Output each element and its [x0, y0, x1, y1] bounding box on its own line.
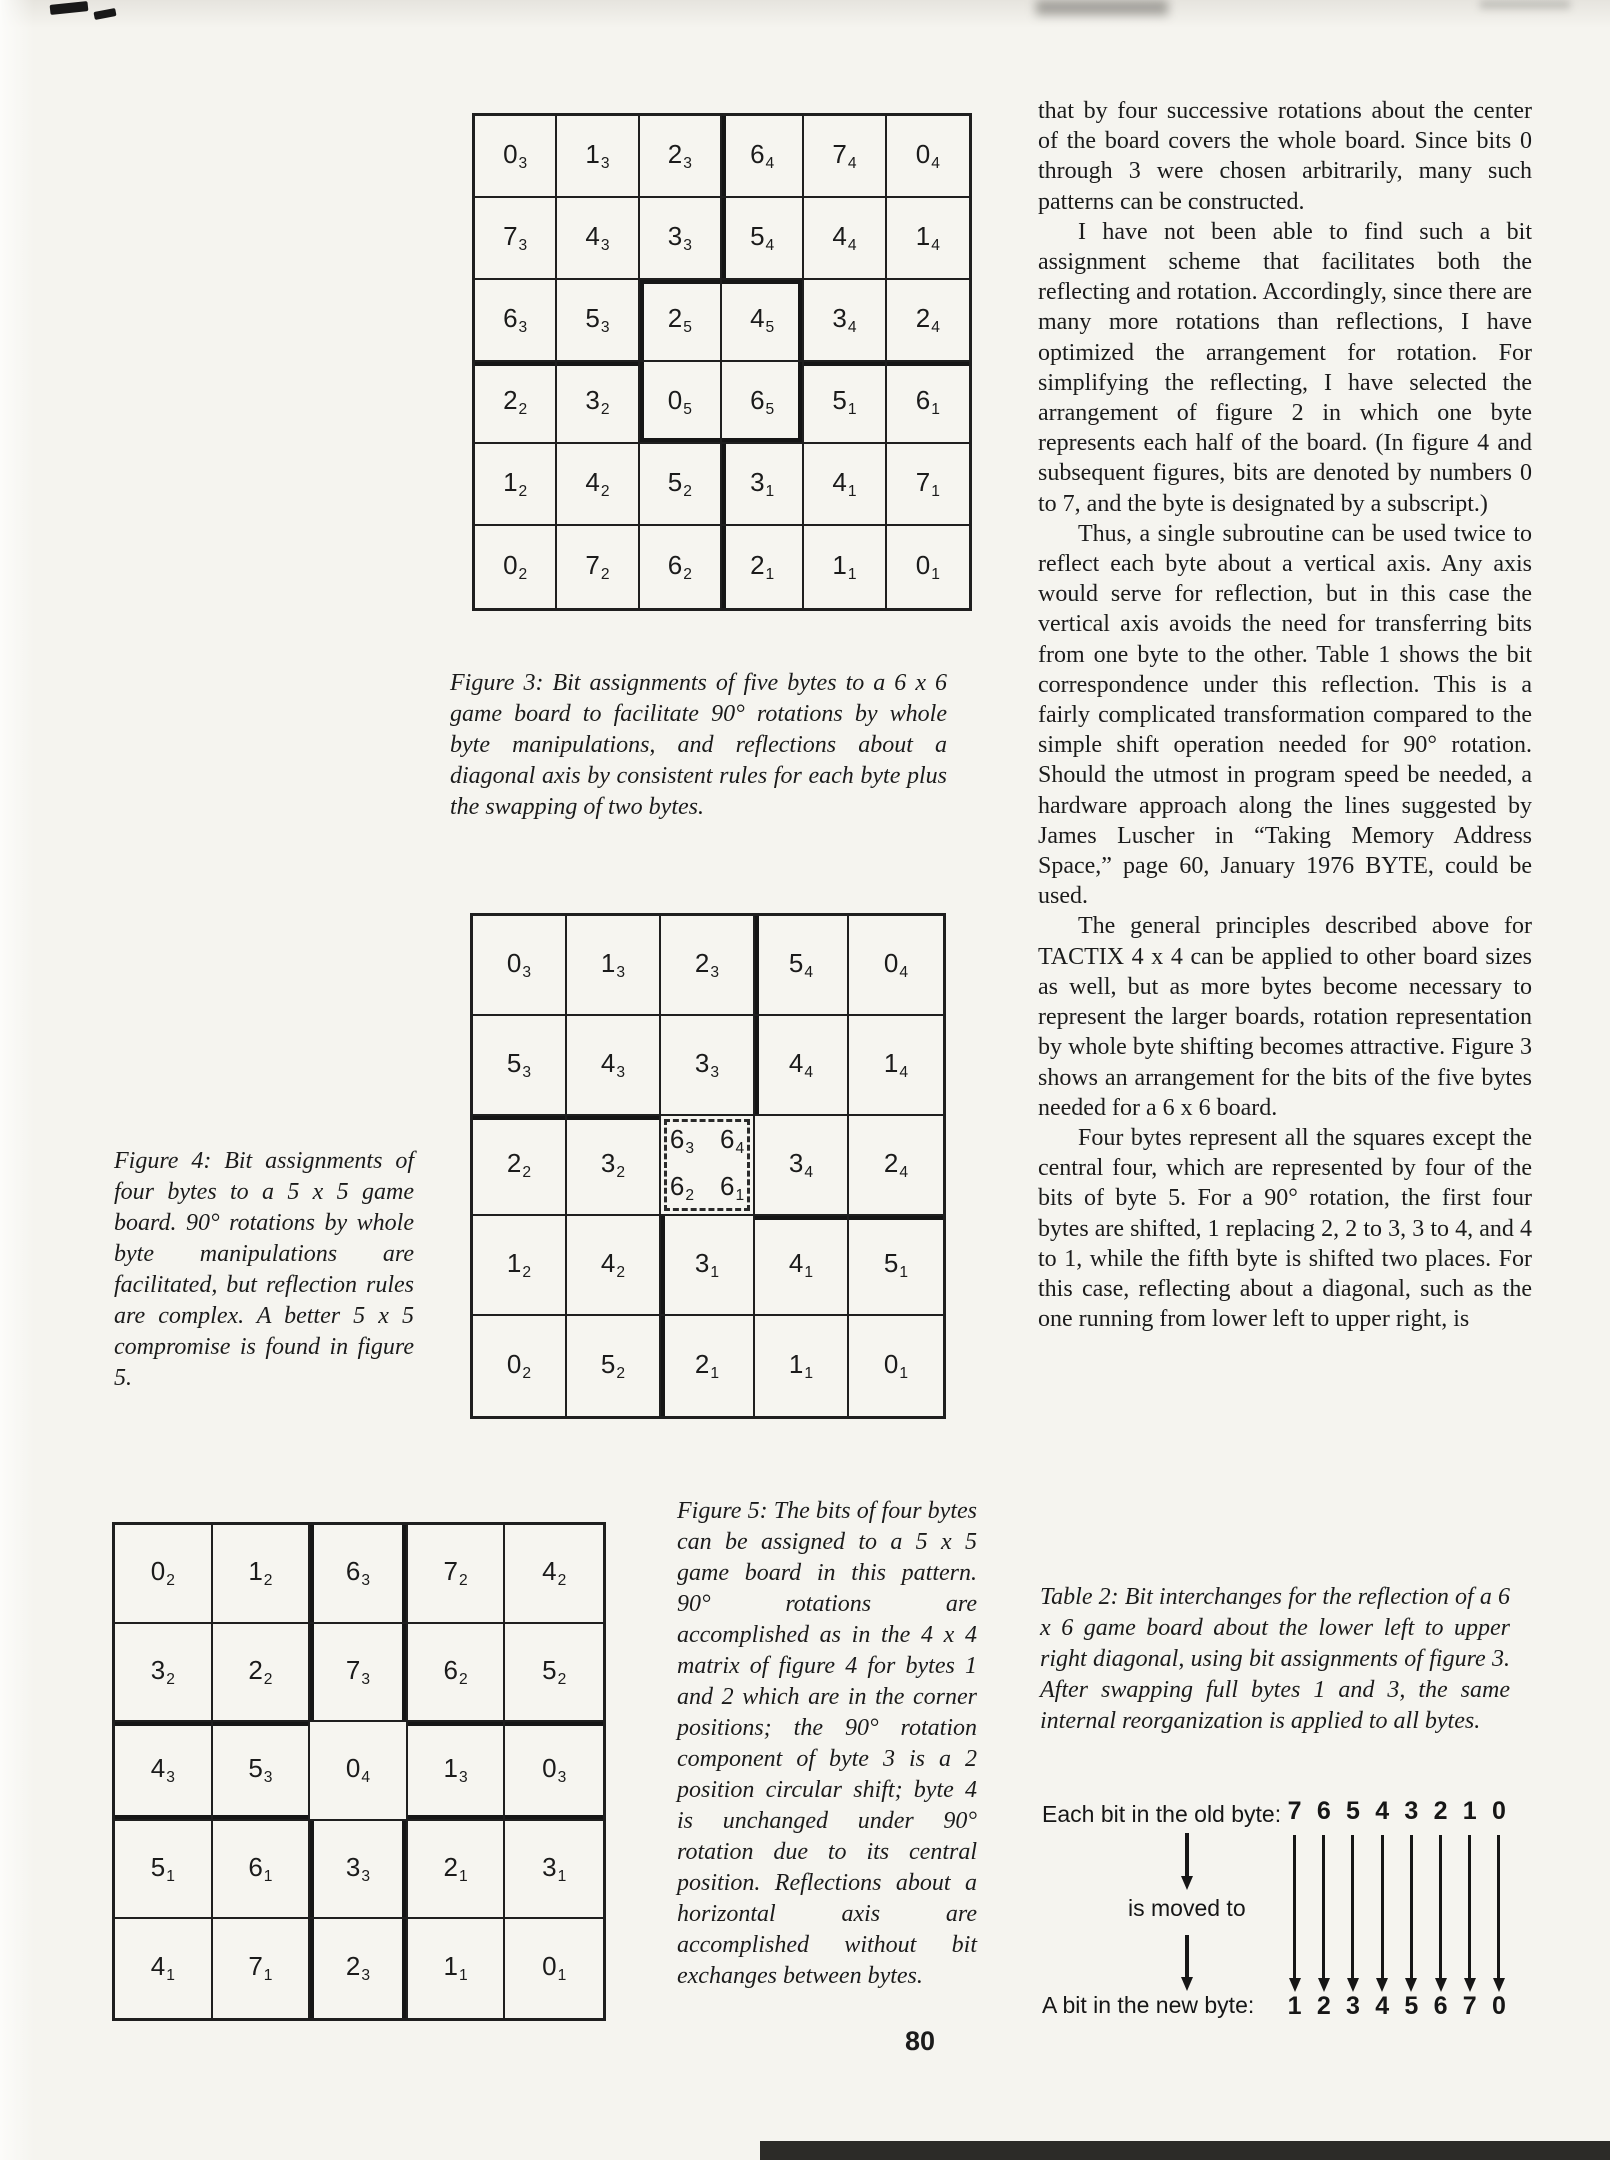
bit-label: $0_5$	[667, 384, 692, 418]
grid-cell	[557, 444, 639, 526]
bit-label: $0_2$	[503, 549, 528, 583]
grid-cell	[505, 1722, 603, 1821]
bit-label: $5_3$	[248, 1753, 273, 1787]
grid-cell	[557, 198, 639, 280]
grid-cell	[804, 280, 886, 362]
down-arrow-icon	[1439, 1835, 1442, 1978]
grid-cell	[408, 1525, 506, 1624]
grid-cell	[408, 1919, 506, 2018]
grid-cell	[310, 1624, 408, 1723]
scan-artifact	[1036, 0, 1168, 15]
grid-cell	[473, 1316, 567, 1416]
grid-cell	[722, 116, 804, 198]
old-byte-label: Each bit in the old byte:	[1042, 1801, 1282, 1827]
bit-digit: 6	[1433, 1992, 1448, 2020]
grid-cell	[213, 1821, 311, 1920]
grid-cell	[755, 1216, 849, 1316]
bit-label: $2_3$	[667, 138, 692, 172]
grid-cell	[310, 1821, 408, 1920]
grid-cell	[661, 1016, 755, 1116]
grid-cell	[661, 1116, 755, 1216]
grid-cell	[804, 198, 886, 280]
grid-cell	[849, 1016, 943, 1116]
grid-cell	[804, 526, 886, 608]
bit-label: $0_1$	[542, 1951, 567, 1985]
grid-cell	[849, 1116, 943, 1216]
grid-cell	[213, 1722, 311, 1821]
bit-label: $3_1$	[694, 1247, 720, 1281]
bit-label: $7_4$	[832, 138, 857, 172]
grid-cell	[640, 362, 722, 444]
grid-cell	[640, 526, 722, 608]
bit-label: $4_1$	[788, 1247, 814, 1281]
bit-label: $2_4$	[915, 302, 940, 336]
bit-label: $4_3$	[600, 1047, 626, 1081]
bit-digit: 6	[1316, 1797, 1331, 1825]
bit-label: $4_3$	[585, 220, 610, 254]
down-arrow-icon	[1185, 1935, 1189, 1977]
bit-label: $6_3$	[503, 302, 528, 336]
bit-label: $6_4$	[750, 138, 775, 172]
bit-label: $5_4$	[788, 947, 814, 981]
grid-cell	[755, 1316, 849, 1416]
bit-label: $0_4$	[345, 1753, 371, 1787]
grid-cell	[115, 1624, 213, 1723]
bit-label: $0_2$	[506, 1348, 532, 1382]
grid-cell	[557, 526, 639, 608]
moved-to-label: is moved to	[1128, 1895, 1246, 1921]
bit-label: $6_3$	[669, 1124, 694, 1158]
bit-label: $6_1$	[915, 384, 940, 418]
bit-label: $4_1$	[832, 466, 857, 500]
down-arrow-icon	[1497, 1835, 1500, 1978]
bit-label: $7_3$	[503, 220, 528, 254]
grid-cell	[505, 1919, 603, 2018]
bit-label: $5_1$	[832, 384, 857, 418]
bit-label: $0_2$	[150, 1556, 175, 1589]
grid-cell	[849, 1216, 943, 1316]
bit-digit: 4	[1375, 1797, 1390, 1825]
bit-label: $1_2$	[506, 1247, 532, 1281]
bit-label: $5_2$	[542, 1654, 567, 1688]
grid-cell	[475, 116, 557, 198]
bit-label: $4_2$	[542, 1556, 567, 1589]
page-number: 80	[905, 2026, 936, 2056]
grid-cell	[115, 1525, 213, 1624]
figure5-board-grid	[112, 1522, 606, 2021]
down-arrow-icon	[1322, 1835, 1325, 1978]
grid-cell	[408, 1722, 506, 1821]
body-paragraph: The general principles described above for TACTIX 4 x 4 can be applied to other board sizes as well, but as more bytes become necessary to represent the larger boards, rotation representation by whole byte shifting becomes attractive. Figure 3 shows an arrangement for the bits of the five bytes needed for a 6 x 6 board.	[1038, 913, 1532, 1121]
figure4-caption: Figure 4: Bit assignments of four bytes to a 5 x 5 game board. 90° rotations by whole byte manipulations are facilitated, but reflection rules are complex. A better 5 x 5 compromise is found in figure 5.	[114, 1148, 414, 1391]
bit-digit: 1	[1462, 1797, 1477, 1825]
bit-digit: 0	[1491, 1797, 1506, 1825]
grid-cell	[115, 1919, 213, 2018]
bit-digit: 2	[1316, 1992, 1331, 2020]
grid-cell	[755, 1016, 849, 1116]
grid-cell	[887, 116, 969, 198]
grid-cell	[557, 362, 639, 444]
bit-label: $1_4$	[915, 220, 940, 254]
grid-cell	[505, 1525, 603, 1624]
down-arrow-icon	[1185, 1833, 1189, 1876]
bit-label: $6_1$	[720, 1171, 745, 1204]
grid-cell	[475, 444, 557, 526]
bit-label: $2_1$	[694, 1348, 720, 1382]
bit-label: $3_3$	[694, 1047, 720, 1081]
bit-label: $4_4$	[832, 220, 857, 254]
table2-diagram	[1030, 1795, 1590, 2045]
grid-cell	[213, 1624, 311, 1723]
down-arrow-icon	[1410, 1835, 1413, 1978]
bit-label: $6_5$	[750, 384, 775, 418]
body-paragraph: Four bytes represent all the squares except the central four, which are represented by four of the bits of byte 5. For a 90° rotation, the first four bytes are shifted, 1 replacing 2, 2 to 3, 3 to 4, and 4 to 1, while the fifth byte is shifted two places. For this case, reflecting about a diagonal, such as the one running from lower left to upper right, is	[1038, 1124, 1532, 1333]
figure3-caption: Figure 3: Bit assignments of five bytes to a 6 x 6 game board to facilitate 90° rotations by whole byte manipulations, and reflections about a diagonal axis by consistent rules for each byte plus the swapping of two bytes.	[450, 670, 947, 820]
grid-cell	[804, 444, 886, 526]
grid-cell	[473, 1216, 567, 1316]
grid-cell	[849, 916, 943, 1016]
grid-cell	[505, 1821, 603, 1920]
scan-artifact	[50, 1, 89, 15]
bit-label: $4_5$	[750, 302, 775, 336]
grid-cell	[722, 198, 804, 280]
bit-label: $3_1$	[750, 466, 775, 500]
bit-label: $2_3$	[694, 947, 720, 981]
grid-cell	[640, 444, 722, 526]
bit-label: $3_3$	[667, 220, 692, 254]
down-arrow-icon	[1293, 1835, 1296, 1978]
bit-label: $0_1$	[915, 549, 940, 583]
bit-label: $3_2$	[150, 1654, 175, 1688]
grid-cell	[849, 1316, 943, 1416]
bit-label: $3_1$	[542, 1851, 567, 1885]
bit-label: $1_1$	[443, 1951, 468, 1985]
grid-cell	[755, 1116, 849, 1216]
bit-label: $2_5$	[667, 302, 692, 336]
grid-cell	[473, 916, 567, 1016]
bit-label: $7_1$	[248, 1951, 273, 1985]
grid-cell	[557, 280, 639, 362]
grid-cell	[475, 362, 557, 444]
grid-cell	[213, 1525, 311, 1624]
grid-cell	[804, 116, 886, 198]
body-paragraph: Thus, a single subroutine can be used twice to reflect each byte about a vertical axis. Any axis would serve for reflection, but in this case the vertical axis avoids the need for transferring bits from one byte to the other. Table 1 shows the bit correspondence under this reflection. This is a fairly complicated transformation compared to the simple shift operation needed for 90° rotation. Should the utmost in program speed be needed, a hardware approach along the lines suggested by James Luscher in “Taking Memory Address Space,” page 60, January 1976 BYTE, could be used.	[1038, 520, 1532, 910]
bit-label: $4_2$	[585, 466, 610, 500]
grid-cell	[887, 362, 969, 444]
new-bits-row	[1280, 1992, 1514, 2021]
grid-cell	[722, 444, 804, 526]
grid-cell	[475, 526, 557, 608]
bit-label: $5_3$	[506, 1047, 532, 1081]
bit-label: $1_2$	[503, 466, 528, 500]
bit-label: $0_4$	[883, 947, 909, 981]
grid-cell	[473, 1116, 567, 1216]
bit-label: $6_2$	[443, 1654, 468, 1688]
grid-cell	[567, 1316, 661, 1416]
bit-label: $4_1$	[150, 1951, 175, 1985]
down-arrow-icon	[1351, 1835, 1354, 1978]
bit-label: $1_3$	[443, 1753, 468, 1787]
bit-label: $1_3$	[585, 138, 610, 172]
grid-cell	[557, 116, 639, 198]
grid-cell	[475, 280, 557, 362]
bit-label: $1_1$	[832, 549, 857, 583]
grid-cell	[310, 1722, 408, 1821]
bit-digit: 3	[1404, 1797, 1419, 1825]
grid-cell	[473, 1016, 567, 1116]
bit-label: $5_2$	[600, 1348, 626, 1382]
scan-artifact	[760, 2141, 1610, 2160]
grid-cell	[887, 444, 969, 526]
scan-artifact	[0, 0, 34, 2160]
bit-label: $5_3$	[585, 302, 610, 336]
bit-label: $2_1$	[443, 1851, 468, 1885]
bit-label: $4_2$	[600, 1247, 626, 1281]
bit-label: $2_2$	[503, 384, 528, 418]
grid-cell	[640, 198, 722, 280]
grid-cell	[804, 362, 886, 444]
grid-cell	[567, 1116, 661, 1216]
bit-label: $1_3$	[600, 947, 626, 981]
bit-label: $3_2$	[600, 1147, 626, 1181]
grid-cell	[640, 280, 722, 362]
scan-artifact	[1480, 0, 1570, 9]
figure4-board-grid	[470, 913, 946, 1419]
bit-label: $1_2$	[248, 1556, 273, 1589]
bit-label: $6_2$	[667, 549, 692, 583]
grid-cell	[408, 1624, 506, 1723]
grid-cell	[661, 916, 755, 1016]
grid-cell	[408, 1821, 506, 1920]
bit-label: $1_4$	[883, 1047, 909, 1081]
bit-label: $0_3$	[506, 947, 532, 981]
bit-label: $0_1$	[883, 1348, 909, 1382]
bit-digit: 5	[1404, 1992, 1419, 2020]
bit-label: $0_3$	[542, 1753, 567, 1787]
bit-label: $7_3$	[345, 1654, 371, 1688]
scan-artifact	[93, 8, 116, 20]
bit-label: $2_3$	[345, 1951, 371, 1985]
bit-label: $5_4$	[750, 220, 775, 254]
scan-artifact	[0, 0, 1610, 28]
grid-cell	[722, 526, 804, 608]
down-arrow-icon	[1468, 1835, 1471, 1978]
bit-label: $1_1$	[788, 1348, 814, 1382]
bit-label: $6_4$	[720, 1124, 745, 1158]
grid-cell	[887, 198, 969, 280]
grid-cell	[722, 362, 804, 444]
bit-label: $5_1$	[883, 1247, 909, 1281]
old-bits-row	[1280, 1797, 1514, 1826]
bit-label: $3_2$	[585, 384, 610, 418]
bit-label: $6_1$	[248, 1851, 273, 1885]
grid-cell	[115, 1722, 213, 1821]
bit-digit: 1	[1287, 1992, 1302, 2020]
grid-cell	[887, 526, 969, 608]
down-arrow-icon	[1381, 1835, 1384, 1978]
bit-label: $2_4$	[883, 1147, 909, 1181]
bit-digit: 0	[1491, 1992, 1506, 2020]
bit-label: $7_2$	[585, 549, 610, 583]
grid-cell	[661, 1216, 755, 1316]
bit-label: $3_3$	[345, 1851, 371, 1885]
grid-cell	[722, 280, 804, 362]
bit-label: $3_4$	[832, 302, 857, 336]
grid-cell	[887, 280, 969, 362]
bit-label: $2_1$	[750, 549, 775, 583]
grid-cell	[567, 916, 661, 1016]
bit-digit: 7	[1462, 1992, 1477, 2020]
grid-cell	[475, 198, 557, 280]
grid-cell	[567, 1216, 661, 1316]
grid-cell	[115, 1821, 213, 1920]
new-byte-label: A bit in the new byte:	[1042, 1992, 1255, 2018]
table2-caption: Table 2: Bit interchanges for the reflection of a 6 x 6 game board about the lower left to upper right diagonal, using bit assignments of figure 3. After swapping full bytes 1 and 3, the same internal reorganization is applied to all bytes.	[1040, 1584, 1510, 1734]
body-paragraph: I have not been able to find such a bit assignment scheme that facilitates both the reflecting and rotation. Accordingly, since there are many more rotations than reflections, I have optimized the arrangement for rotation. For simplifying the reflecting, I have selected the arrangement of figure 2 in which one byte represents each half of the board. (In figure 4 and subsequent figures, bits are denoted by numbers 0 to 7, and the byte is designated by a subscript.)	[1038, 218, 1532, 517]
grid-cell	[755, 916, 849, 1016]
grid-cell	[661, 1316, 755, 1416]
bit-digit: 5	[1346, 1797, 1360, 1825]
grid-cell	[567, 1016, 661, 1116]
figure3-board-grid	[472, 113, 972, 611]
bit-label: $5_2$	[667, 466, 692, 500]
bit-digit: 3	[1346, 1992, 1360, 2020]
bit-label: $2_2$	[506, 1147, 532, 1181]
bit-label: $7_2$	[443, 1556, 468, 1589]
bit-label: $4_4$	[788, 1047, 814, 1081]
grid-cell	[505, 1624, 603, 1723]
bit-label: $5_1$	[150, 1851, 175, 1885]
body-paragraph: that by four successive rotations about the center of the board covers the whole board. Since bits 0 through 3 were chosen arbitrarily, many such patterns can be constructed.	[1038, 98, 1532, 215]
bit-digit: 4	[1375, 1992, 1390, 2020]
figure5-caption: Figure 5: The bits of four bytes can be assigned to a 5 x 5 game board in this pattern. 90° rotations are accomplished as in the 4 x 4 matrix of figure 4 for bytes 1 and 2 which are in the corner positions; the 90° rotation component of byte 3 is a 2 position circular shift; byte 4 is unchanged under 90° rotation due to its central position. Reflections about a horizontal axis are accomplished without bit exchanges between bytes.	[677, 1498, 977, 1989]
bit-label: $7_1$	[915, 466, 940, 500]
bit-label: $3_4$	[788, 1147, 814, 1181]
grid-cell	[310, 1919, 408, 2018]
bit-label: $4_3$	[150, 1753, 175, 1787]
bit-label: $0_4$	[915, 138, 940, 172]
bit-digit: 7	[1287, 1797, 1302, 1825]
grid-cell	[640, 116, 722, 198]
grid-cell	[213, 1919, 311, 2018]
bit-label: $2_2$	[248, 1654, 273, 1688]
bit-label: $6_2$	[669, 1171, 694, 1204]
bit-label: $0_3$	[503, 138, 528, 172]
grid-cell	[310, 1525, 408, 1624]
article-body-column	[1038, 96, 1532, 1334]
bit-label: $6_3$	[345, 1556, 371, 1589]
bit-digit: 2	[1433, 1797, 1448, 1825]
